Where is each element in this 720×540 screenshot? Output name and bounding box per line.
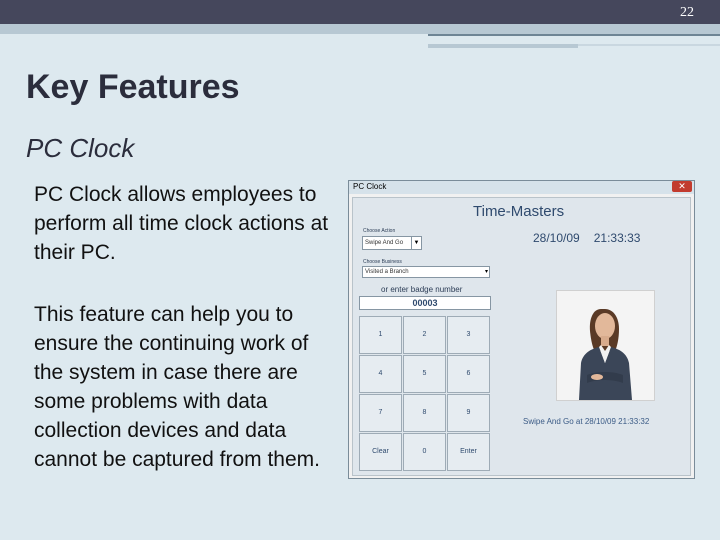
slide-subtitle: PC Clock: [26, 133, 135, 163]
chevron-down-icon[interactable]: ▾: [484, 269, 488, 275]
badge-number-input[interactable]: 00003: [359, 296, 491, 310]
key-5[interactable]: 5: [403, 355, 446, 393]
badge-prompt: or enter badge number: [381, 285, 463, 294]
pc-clock-panel: [352, 197, 691, 476]
key-0[interactable]: 0: [403, 433, 446, 471]
window-titlebar[interactable]: [349, 181, 694, 194]
key-1[interactable]: 1: [359, 316, 402, 354]
clock-time: 21:33:33: [593, 231, 641, 245]
close-icon[interactable]: ✕: [672, 181, 692, 192]
business-select-value: Visited a Branch: [365, 269, 409, 275]
action-select[interactable]: [362, 236, 422, 250]
employee-photo-image: [557, 291, 654, 400]
pc-clock-window: [348, 180, 695, 479]
header-accent-line: [428, 34, 720, 36]
business-select[interactable]: [362, 266, 490, 278]
slide-title: Key Features: [26, 68, 240, 106]
header-accent-bar-right: [578, 44, 720, 46]
brand-name: Time-Masters: [473, 203, 565, 220]
key-6[interactable]: 6: [447, 355, 490, 393]
top-bar: [0, 0, 720, 24]
paragraph-intro: PC Clock allows employees to perform all time clock actions at their PC.: [34, 183, 329, 264]
header-accent-bar: [428, 44, 578, 48]
key-2[interactable]: 2: [403, 316, 446, 354]
slide-number: 22: [680, 5, 694, 20]
business-label: Choose Business: [363, 259, 402, 265]
clock-readout: [533, 231, 640, 245]
employee-photo: [556, 290, 655, 401]
enter-button[interactable]: Enter: [447, 433, 490, 471]
key-9[interactable]: 9: [447, 394, 490, 432]
status-message: Swipe And Go at 28/10/09 21:33:32: [523, 417, 650, 426]
paragraph-benefit: This feature can help you to ensure the continuing work of the system in case there are some problems with data collection devices and data cannot be captured from them.: [34, 303, 320, 471]
header-stripe: [0, 24, 720, 34]
action-label: Choose Action: [363, 228, 396, 234]
chevron-down-icon[interactable]: ▼: [411, 237, 421, 249]
key-8[interactable]: 8: [403, 394, 446, 432]
key-7[interactable]: 7: [359, 394, 402, 432]
window-title: PC Clock: [353, 182, 387, 191]
clear-button[interactable]: Clear: [359, 433, 402, 471]
key-4[interactable]: 4: [359, 355, 402, 393]
clock-date: 28/10/09: [533, 231, 580, 245]
action-select-value: Swipe And Go: [365, 240, 404, 246]
key-3[interactable]: 3: [447, 316, 490, 354]
